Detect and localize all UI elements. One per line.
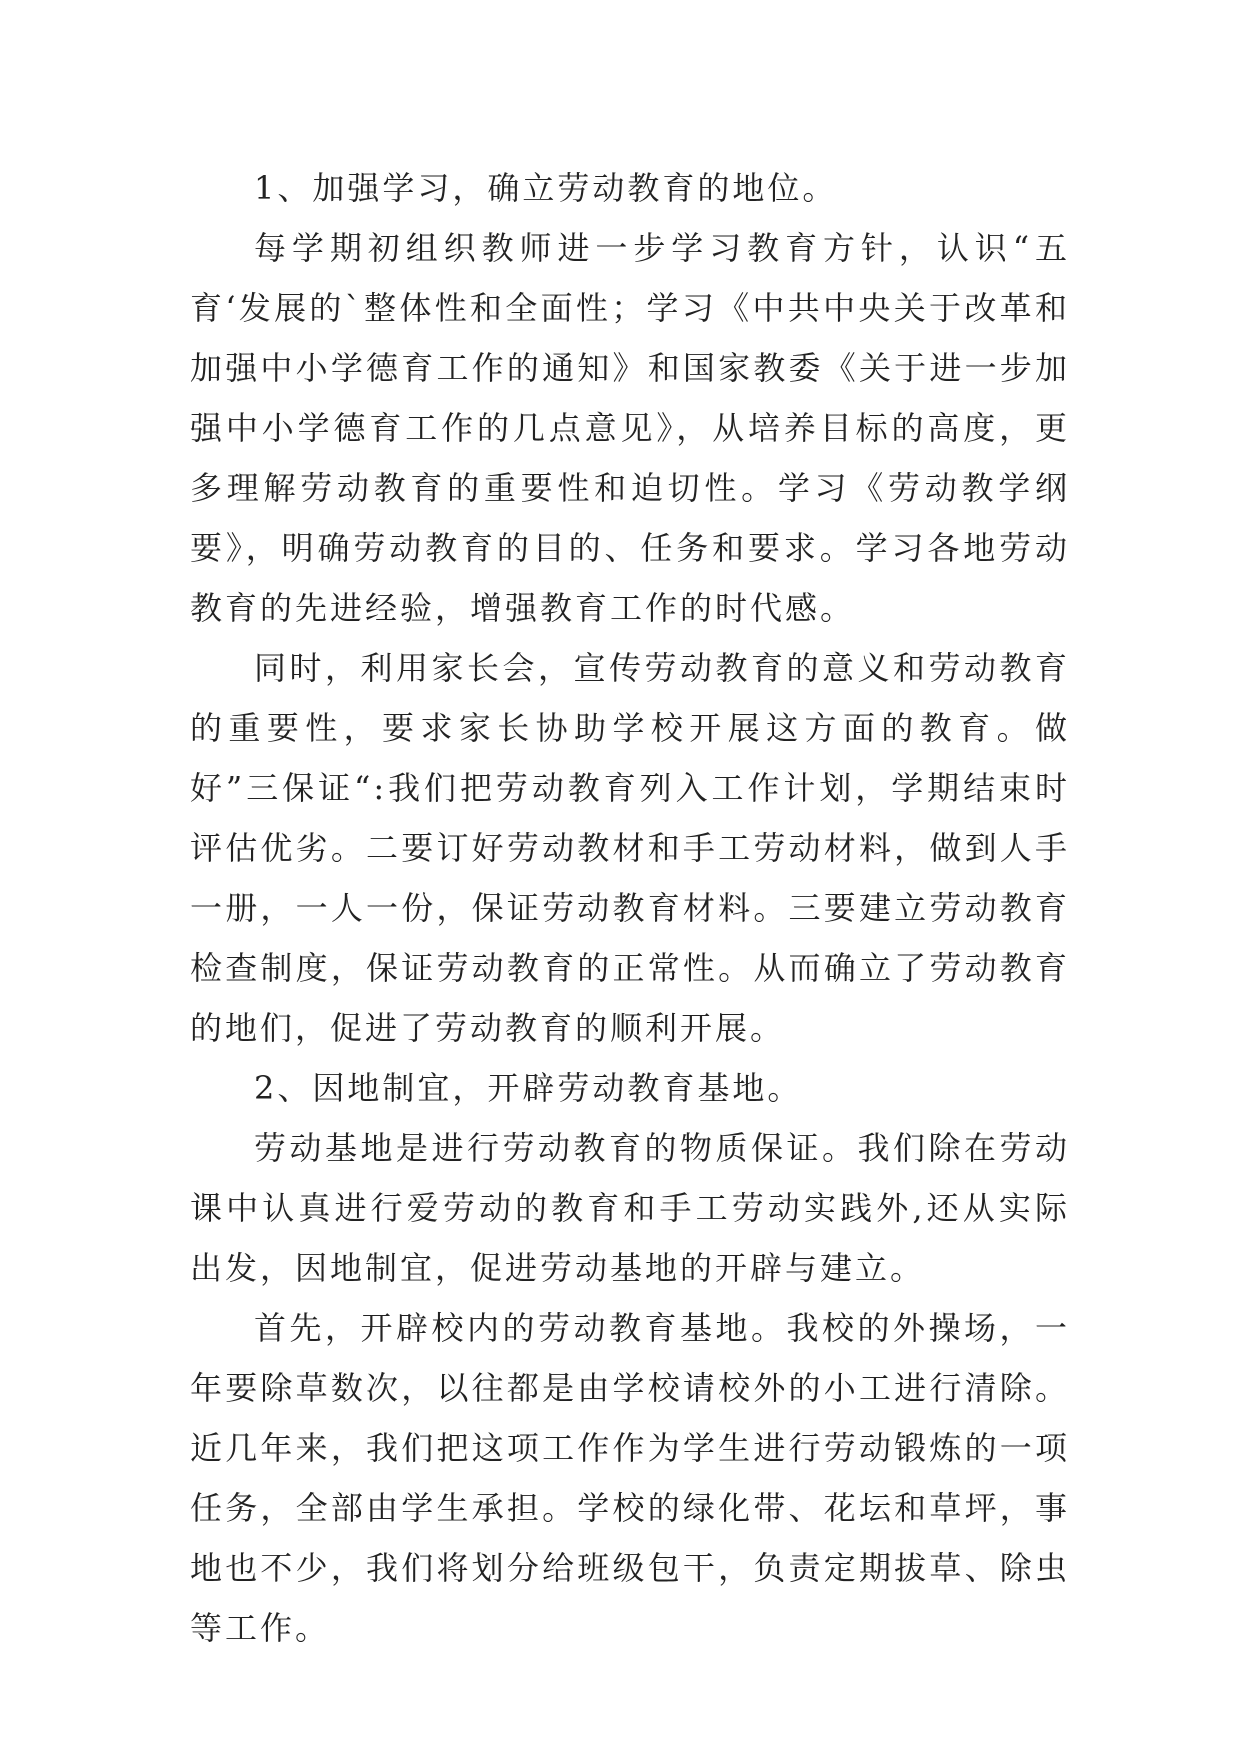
section-heading-2: 2、因地制宜，开辟劳动教育基地。: [254, 1069, 803, 1107]
body-paragraph: 每学期初组织教师进一步学习教育方针，认识“五育‘发展的`整体性和全面性；学习《中共中央关于改革和加强中小学德育工作的通知》和国家教委《关于进一步加强中小学德育工作的几点意见》，从培养目标的高度，更多理解劳动教育的重要性和迫切性。学习《劳动教学纲要》，明确劳动教育的目的、任务和要求。学习各地劳动教育的先进经验，增强教育工作的时代感。: [190, 229, 1070, 627]
section-heading-1: 1、加强学习，确立劳动教育的地位。: [254, 169, 838, 207]
body-paragraph: 劳动基地是进行劳动教育的物质保证。我们除在劳动课中认真进行爱劳动的教育和手工劳动实践外,还从实际出发，因地制宜，促进劳动基地的开辟与建立。: [190, 1129, 1070, 1287]
body-paragraph: 首先，开辟校内的劳动教育基地。我校的外操场，一年要除草数次，以往都是由学校请校外的小工进行清除。近几年来，我们把这项工作作为学生进行劳动锻炼的一项任务，全部由学生承担。学校的绿化带、花坛和草坪，事地也不少，我们将划分给班级包干，负责定期拔草、除虫等工作。: [190, 1309, 1070, 1647]
document-body: [190, 158, 1070, 1658]
body-paragraph: 同时，利用家长会，宣传劳动教育的意义和劳动教育的重要性，要求家长协助学校开展这方面的教育。做好”三保证“:我们把劳动教育列入工作计划，学期结束时评估优劣。二要订好劳动教材和手工劳动材料，做到人手一册，一人一份，保证劳动教育材料。三要建立劳动教育检查制度，保证劳动教育的正常性。从而确立了劳动教育的地们，促进了劳动教育的顺利开展。: [190, 649, 1070, 1047]
